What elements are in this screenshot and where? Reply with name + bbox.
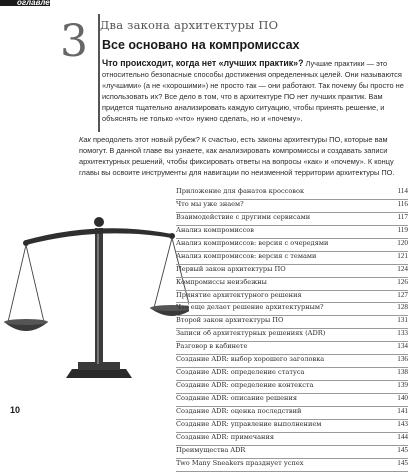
toc-entry-page: 121 — [397, 251, 408, 260]
page-number: 10 — [10, 405, 21, 415]
toc-entry[interactable] — [176, 446, 408, 459]
toc-entry[interactable] — [176, 407, 408, 420]
toc-entry-title: Создание ADR: оценка последствий — [176, 406, 302, 415]
toc-entry-page: 127 — [397, 290, 408, 299]
toc-entry-title: Создание ADR: определение статуса — [176, 368, 305, 377]
toc-entry-page: 134 — [397, 342, 408, 351]
toc-entry-page: 116 — [397, 199, 408, 208]
toc-entry-page: 126 — [397, 277, 408, 286]
toc-entry-title: Второй закон архитектуры ПО — [176, 316, 284, 325]
toc-entry[interactable] — [176, 265, 408, 278]
toc-entry-title: Анализ компромиссов — [176, 225, 254, 234]
toc-entry-page: 138 — [397, 368, 408, 377]
toc-entry-title: Анализ компромиссов: версия с темами — [176, 251, 317, 260]
toc-entry-page: 143 — [397, 419, 408, 428]
toc-entry-page: 114 — [397, 187, 408, 195]
toc-entry[interactable] — [176, 278, 408, 291]
table-of-contents — [176, 187, 408, 472]
toc-entry-title: Создание ADR: примечания — [176, 432, 275, 441]
toc-entry-page: 120 — [397, 238, 408, 247]
intro-paragraph — [102, 58, 407, 125]
toc-entry-title: Что еще делает решение архитектурным? — [176, 303, 324, 312]
toc-entry-page: 145 — [397, 458, 408, 467]
toc-entry[interactable] — [176, 368, 408, 381]
toc-entry[interactable] — [176, 291, 408, 304]
toc-entry[interactable] — [176, 342, 408, 355]
toc-entry-page: 119 — [397, 225, 408, 234]
toc-entry-title: Преимущества ADR — [176, 445, 246, 454]
chapter-number: 3 — [60, 16, 88, 67]
toc-entry-title: Что мы уже знаем? — [176, 199, 244, 208]
toc-entry-title: Разговор в кабинете — [176, 342, 248, 351]
toc-entry-title: Анализ компромиссов: версия с очередями — [176, 238, 329, 247]
toc-entry-title: Two Many Sneakers празднует успех — [176, 458, 304, 467]
toc-entry[interactable] — [176, 316, 408, 329]
toc-entry-page: 144 — [397, 432, 408, 441]
toc-entry-title: Создание ADR: описание решения — [176, 394, 297, 402]
toc-entry[interactable] — [176, 252, 408, 265]
chapter-summary-paragraph — [79, 134, 407, 178]
toc-entry[interactable] — [176, 459, 408, 472]
section-heading: Все основано на компромиссах — [102, 38, 300, 52]
toc-entry-page: 136 — [397, 355, 408, 364]
summary-lead: Как — [79, 135, 91, 144]
toc-entry-page: 131 — [397, 316, 408, 325]
toc-entry[interactable] — [176, 381, 408, 394]
toc-entry-page: 139 — [397, 381, 408, 390]
balance-scale-illustration — [4, 190, 189, 390]
toc-entry-title: Взаимодействие с другими сервисами — [176, 212, 311, 221]
toc-entry-title: Принятие архитектурного решения — [176, 290, 302, 299]
toc-entry[interactable] — [176, 239, 408, 252]
toc-entry-page: 133 — [397, 329, 408, 338]
toc-entry-title: Компромиссы неизбежны — [176, 277, 267, 286]
toc-entry[interactable] — [176, 355, 408, 368]
toc-entry[interactable] — [176, 433, 408, 446]
toc-entry[interactable] — [176, 200, 408, 213]
toc-entry-title: Приложение для фанатов кроссовок — [176, 187, 305, 195]
toc-entry[interactable] — [176, 420, 408, 433]
toc-entry-page: 117 — [397, 212, 408, 221]
intro-lead: Что происходит, когда нет «лучших практик»? — [102, 58, 304, 68]
toc-entry-title: Создание ADR: управление выполнением — [176, 419, 322, 428]
header-label: оглавление — [17, 0, 64, 7]
toc-entry[interactable] — [176, 187, 408, 200]
toc-entry-page: 141 — [397, 406, 408, 415]
intro-text: Лучшие практики — это относительно безопасные способы достижения определенных целей. Они называются «лучшими» (а не «хорошими») не просто так — они работают. Так почему бы просто не использовать их? Все дело в том, что в архитектуре ПО нет лучших практик. Вам придется тщательно анализировать каждую ситуацию, чтобы принять решение, и объяснять не только «что» нужно сделать, но и «почему». — [102, 59, 404, 124]
toc-entry-title: Записи об архитектурных решениях (ADR) — [176, 329, 326, 338]
toc-entry-title: Создание ADR: определение контекста — [176, 381, 314, 390]
toc-entry-page: 140 — [397, 394, 408, 402]
toc-entry-page: 124 — [397, 264, 408, 273]
toc-entry[interactable] — [176, 226, 408, 239]
toc-entry-page: 145 — [397, 445, 408, 454]
summary-text: преодолеть этот новый рубеж? К счастью, есть законы архитектуры ПО, которые вам помогут. В данной главе вы узнаете, как анализировать компромиссы и создавать записи архитектурных решений, чтобы фиксировать ответы на вопросы «как» и «почему». К концу главы вы освоите инструменты для навигации по неизменной территории архитектуры ПО. — [79, 135, 395, 178]
toc-entry[interactable] — [176, 329, 408, 342]
chapter-title: Два закона архитектуры ПО — [100, 18, 279, 32]
toc-entry[interactable] — [176, 213, 408, 226]
toc-entry[interactable] — [176, 394, 408, 407]
toc-entry[interactable] — [176, 303, 408, 316]
toc-entry-title: Создание ADR: выбор хорошего заголовка — [176, 355, 325, 364]
toc-entry-page: 128 — [397, 303, 408, 312]
toc-entry-title: Первый закон архитектуры ПО — [176, 264, 286, 273]
